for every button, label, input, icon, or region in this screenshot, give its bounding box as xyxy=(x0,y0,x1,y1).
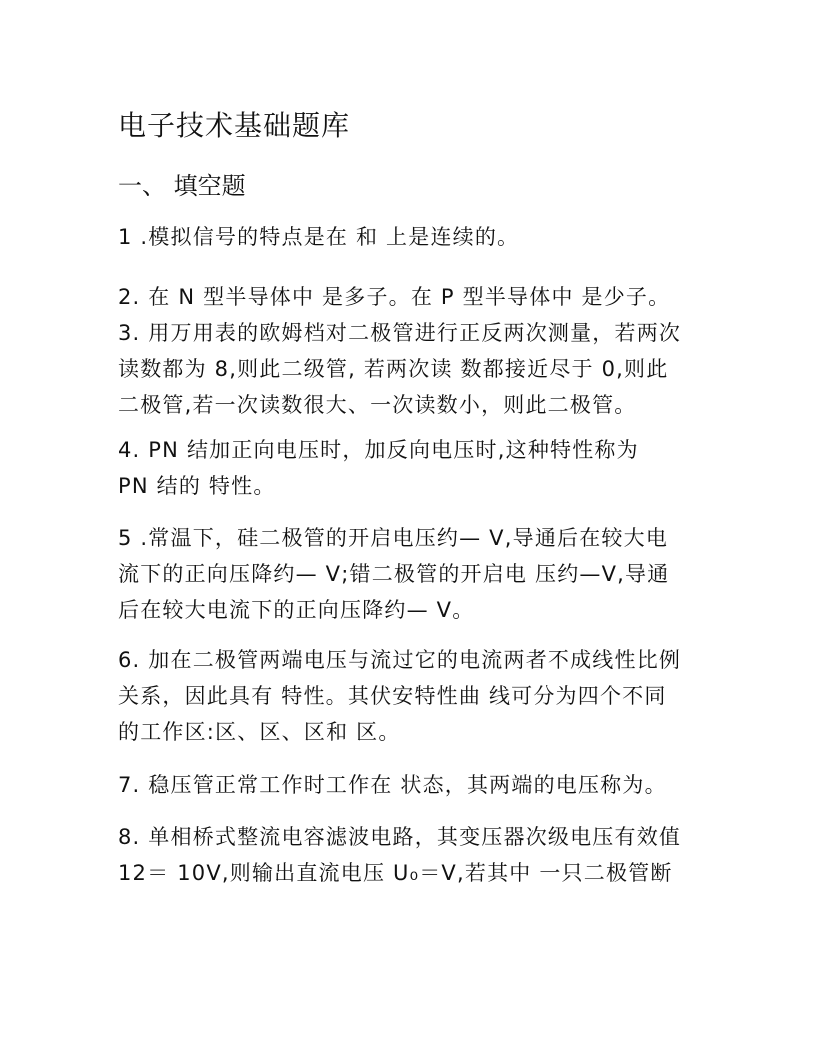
question-4-line-2: PN 结的 特性。 xyxy=(118,474,276,498)
question-2-line-1: 2. 在 N 型半导体中 是多子。在 P 型半导体中 是少子。 xyxy=(118,285,671,309)
question-6-line-1: 6. 加在二极管两端电压与流过它的电流两者不成线性比例 xyxy=(118,648,682,672)
question-4-line-1: 4. PN 结加正向电压时，加反向电压时,这种特性称为 xyxy=(118,438,639,462)
question-5-line-2: 流下的正向压降约— V;错二极管的开启电 压约—V,导通 xyxy=(118,562,670,586)
question-6-line-3: 的工作区:区、区、区和 区。 xyxy=(118,720,401,744)
section-heading: 一、 填空题 xyxy=(118,172,246,200)
document-title: 电子技术基础题库 xyxy=(118,109,351,142)
question-3-line-3: 二极管,若一次读数很大、一次读数小，则此二极管。 xyxy=(118,393,637,417)
question-5-line-3: 后在较大电流下的正向压降约— V。 xyxy=(118,598,475,622)
question-8-line-2: 12＝ 10V,则输出直流电压 U₀＝V,若其中 一只二极管断 xyxy=(118,861,673,885)
question-8-line-1: 8. 单相桥式整流电容滤波电路，其变压器次级电压有效值 xyxy=(118,825,682,849)
question-7-line-1: 7. 稳压管正常工作时工作在 状态，其两端的电压称为。 xyxy=(118,773,667,797)
question-5-line-1: 5 .常温下，硅二极管的开启电压约— V,导通后在较大电 xyxy=(118,526,669,550)
question-3-line-2: 读数都为 8,则此二级管, 若两次读 数都接近尽于 0,则此 xyxy=(118,357,669,381)
question-1-line-1: 1 .模拟信号的特点是在 和 上是连续的。 xyxy=(118,225,520,249)
question-3-line-1: 3. 用万用表的欧姆档对二极管进行正反两次测量，若两次 xyxy=(118,321,682,345)
question-6-line-2: 关系，因此具有 特性。其伏安特性曲 线可分为四个不同 xyxy=(118,684,667,708)
